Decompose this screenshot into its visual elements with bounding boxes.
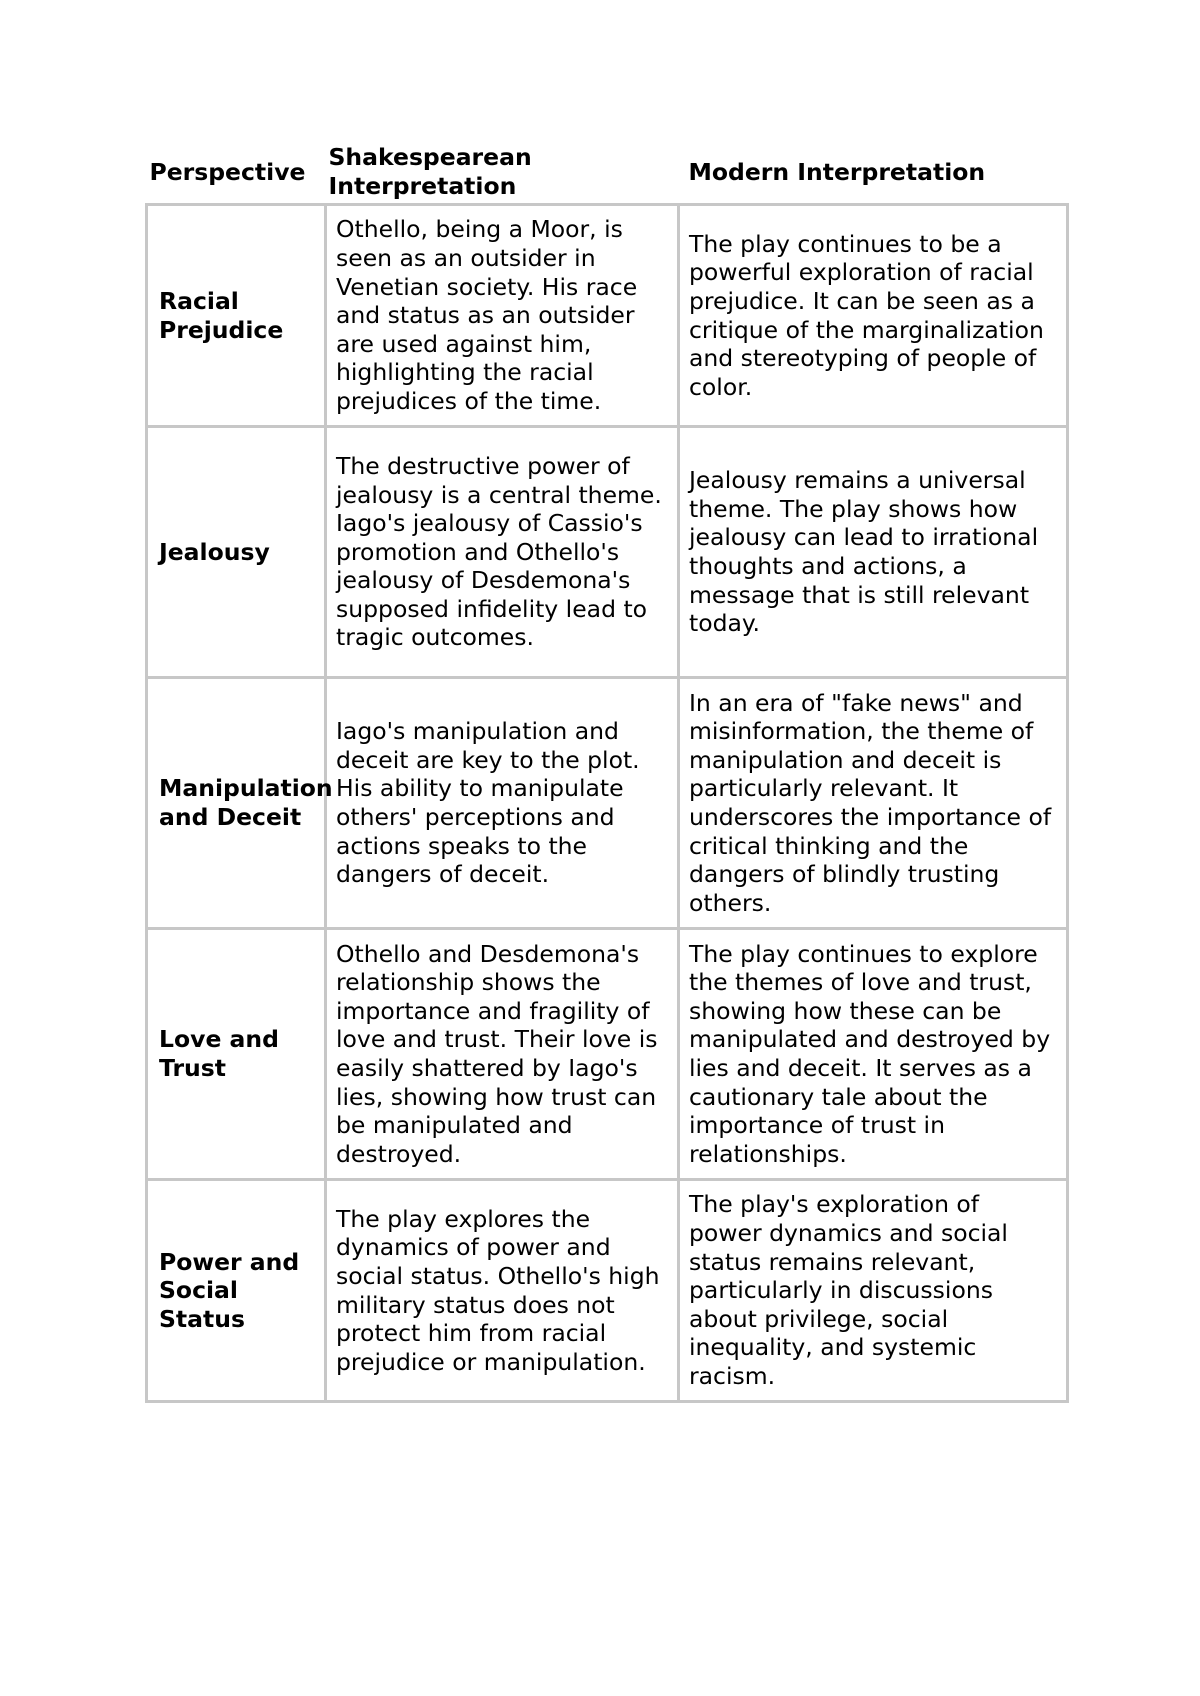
shakespearean-cell: The play explores the dynamics of power and social status. Othello's high military status does not protect him from racial prejudice or manipulation. (326, 1180, 679, 1402)
perspective-cell: Power and Social Status (147, 1180, 326, 1402)
modern-cell: The play continues to be a powerful exploration of racial prejudice. It can be seen as a critique of the marginalization and stereotyping of people of color. (679, 205, 1068, 427)
modern-cell: In an era of "fake news" and misinformation, the theme of manipulation and deceit is particularly relevant. It underscores the importance of critical thinking and the dangers of blindly trusting others. (679, 678, 1068, 929)
shakespearean-cell: Othello, being a Moor, is seen as an outsider in Venetian society. His race and status as an outsider are used against him, highlighting the racial prejudices of the time. (326, 205, 679, 427)
header-modern: Modern Interpretation (688, 157, 986, 186)
perspective-cell: Manipulation and Deceit (147, 678, 326, 929)
table-row (147, 929, 1068, 1180)
interpretation-table (145, 141, 1069, 1403)
table-body (147, 205, 1068, 1402)
table-header (147, 141, 1068, 205)
header-perspective: Perspective (149, 157, 306, 186)
table-row (147, 678, 1068, 929)
perspective-cell: Love and Trust (147, 929, 326, 1180)
modern-cell: Jealousy remains a universal theme. The play shows how jealousy can lead to irrational thoughts and actions, a message that is still relevant today. (679, 427, 1068, 678)
modern-cell: The play continues to explore the themes of love and trust, showing how these can be manipulated and destroyed by lies and deceit. It serves as a cautionary tale about the importance of trust in relationships. (679, 929, 1068, 1180)
shakespearean-cell: The destructive power of jealousy is a central theme. Iago's jealousy of Cassio's promotion and Othello's jealousy of Desdemona's supposed infidelity lead to tragic outcomes. (326, 427, 679, 678)
modern-cell: The play's exploration of power dynamics and social status remains relevant, particularly in discussions about privilege, social inequality, and systemic racism. (679, 1180, 1068, 1402)
perspective-cell: Racial Prejudice (147, 205, 326, 427)
shakespearean-cell: Iago's manipulation and deceit are key to the plot. His ability to manipulate others' perceptions and actions speaks to the dangers of deceit. (326, 678, 679, 929)
perspective-cell: Jealousy (147, 427, 326, 678)
shakespearean-cell: Othello and Desdemona's relationship shows the importance and fragility of love and trust. Their love is easily shattered by Iago's lies, showing how trust can be manipulated and destroyed. (326, 929, 679, 1180)
table-row (147, 205, 1068, 427)
header-shakespearean: Shakespearean Interpretation (328, 143, 532, 200)
table-row (147, 1180, 1068, 1402)
header-row (147, 141, 1068, 205)
table-row (147, 427, 1068, 678)
